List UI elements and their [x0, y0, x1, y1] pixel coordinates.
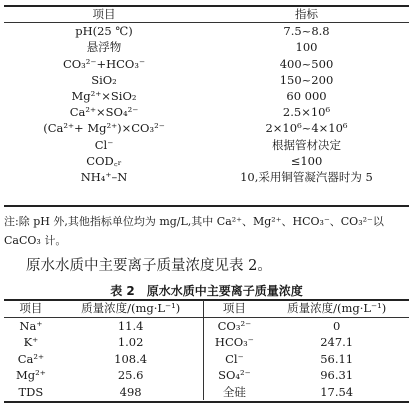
row-item: (Ca²⁺+ Mg²⁺)×CO₃²⁻ — [43, 121, 165, 136]
row-value: 7.5~8.8 — [283, 24, 330, 39]
table-row — [4, 72, 409, 88]
table-row — [4, 23, 409, 40]
table1-bottom-rule — [4, 205, 409, 207]
row-item: Mg²⁺×SiO₂ — [71, 89, 137, 104]
row-value: 10,采用铜管凝汽器时为 5 — [240, 169, 373, 184]
table-row — [4, 120, 409, 136]
table-row — [4, 153, 409, 169]
water-quality-table — [4, 6, 409, 185]
row-item: 悬浮物 — [86, 40, 122, 55]
row-item: COD꜀ᵣ — [86, 153, 122, 168]
table-note: 注:除 pH 外,其他指标单位均为 mg/L,其中 Ca²⁺、Mg²⁺、HCO₃⁻、CO₃²⁻以 CaCO₃ 计。 — [4, 215, 384, 247]
header-item-left: 项目 — [4, 300, 58, 317]
table-row — [4, 334, 409, 351]
row-value: 根据管材决定 — [272, 137, 341, 152]
ion-name: HCO₃⁻ — [204, 334, 264, 351]
row-item: CO₃²⁻+HCO₃⁻ — [62, 56, 146, 71]
body-paragraph: 原水水质中主要离子质量浓度见表 2。 — [26, 258, 272, 274]
ion-name: 全硅 — [204, 384, 264, 401]
ion-value: 56.11 — [320, 351, 354, 366]
table-row — [4, 317, 409, 334]
ion-name: SO₄²⁻ — [204, 367, 264, 384]
row-value: 2×10⁶~4×10⁶ — [265, 121, 348, 136]
header-concentration-right: 质量浓度/(mg·L⁻¹) — [264, 300, 409, 317]
row-item: Cl⁻ — [94, 137, 114, 152]
table2-bottom-rule — [4, 401, 409, 403]
ion-name: Ca²⁺ — [17, 351, 45, 366]
row-item: SiO₂ — [91, 72, 117, 87]
row-item: pH(25 ℃) — [75, 24, 133, 39]
header-concentration-left: 质量浓度/(mg·L⁻¹) — [58, 300, 204, 317]
ion-value: 96.31 — [320, 368, 354, 383]
ion-value: 108.4 — [114, 351, 148, 366]
table2-caption: 表 2 原水水质中主要离子质量浓度 — [110, 284, 303, 298]
ion-value: 17.54 — [320, 384, 354, 399]
row-value: ≤100 — [290, 153, 323, 168]
row-value: 100 — [295, 40, 318, 55]
ion-value: 11.4 — [117, 318, 144, 333]
table-header-row — [4, 300, 409, 317]
ion-name: Mg²⁺ — [15, 368, 46, 383]
table-row — [4, 384, 409, 401]
ion-concentration-table — [4, 300, 409, 400]
header-indicator: 指标 — [204, 6, 409, 23]
header-item: 项目 — [4, 6, 204, 23]
ion-name: Na⁺ — [19, 318, 43, 333]
table-row — [4, 169, 409, 185]
ion-value: 247.1 — [320, 335, 354, 350]
table-row — [4, 104, 409, 120]
row-value: 2.5×10⁶ — [282, 105, 331, 120]
table-row — [4, 137, 409, 153]
table-row — [4, 39, 409, 55]
table-row — [4, 56, 409, 72]
ion-value: 498 — [119, 384, 142, 399]
ion-value: 0 — [332, 318, 341, 333]
row-value: 400~500 — [279, 56, 334, 71]
ion-name: Cl⁻ — [204, 351, 264, 368]
ion-name: K⁺ — [23, 335, 39, 350]
row-item: NH₄⁺–N — [80, 169, 128, 184]
row-value: 60 000 — [286, 89, 327, 104]
ion-value: 1.02 — [117, 335, 144, 350]
header-item-right: 项目 — [204, 300, 264, 317]
ion-name: CO₃²⁻ — [204, 317, 264, 334]
table-row — [4, 367, 409, 384]
table-header-row — [4, 6, 409, 23]
table-row — [4, 88, 409, 104]
table-row — [4, 351, 409, 368]
ion-value: 25.6 — [117, 368, 144, 383]
row-value: 150~200 — [279, 72, 334, 87]
ion-name: TDS — [18, 384, 44, 399]
row-item: Ca²⁺×SO₄²⁻ — [69, 105, 139, 120]
